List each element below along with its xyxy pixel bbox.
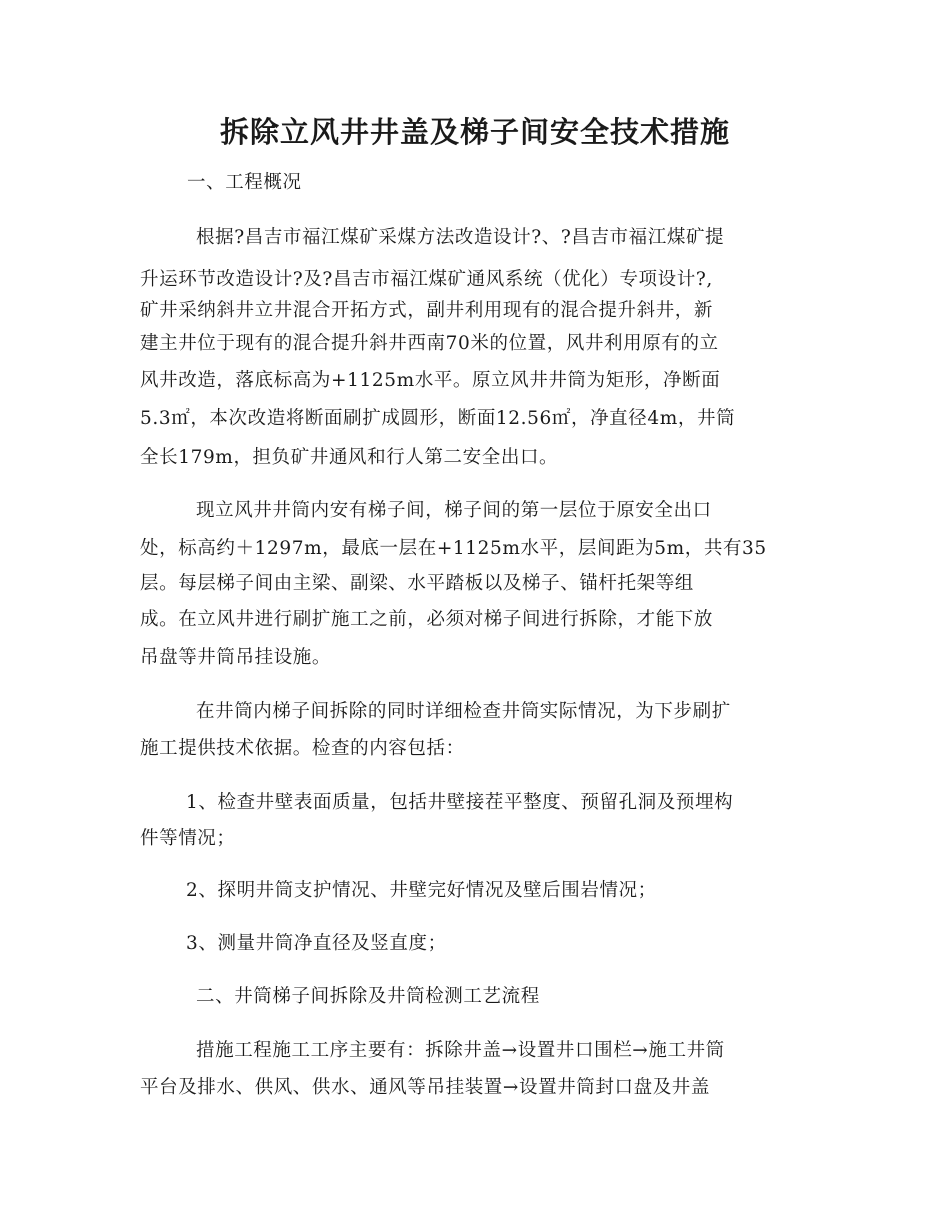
text-line: 建主井位于现有的混合提升斜井西南70米的位置，风井利用原有的立 bbox=[140, 333, 719, 354]
text-line: 升运环节改造设计?及?昌吉市福江煤矿通风系统（优化）专项设计?, bbox=[140, 269, 713, 290]
text-line: 吊盘等井筒吊挂设施。 bbox=[140, 647, 332, 668]
text-line: 5.3㎡，本次改造将断面刷扩成圆形，断面12.56㎡，净直径4m，井筒 bbox=[140, 408, 736, 429]
section-heading-overview: 一、工程概况 bbox=[187, 172, 302, 193]
text-line: 成。在立风井进行刷扩施工之前，必须对梯子间进行拆除，才能下放 bbox=[140, 609, 714, 630]
list-item: 2、探明井筒支护情况、井壁完好情况及壁后围岩情况； bbox=[186, 880, 657, 901]
text-line: 平台及排水、供风、供水、通风等吊挂装置→设置井筒封口盘及井盖 bbox=[140, 1077, 711, 1098]
text-line: 施工提供技术依据。检查的内容包括： bbox=[140, 738, 465, 759]
text-line: 件等情况； bbox=[140, 828, 236, 849]
text-line: 层。每层梯子间由主梁、副梁、水平踏板以及梯子、锚杆托架等组 bbox=[140, 573, 694, 594]
text-line: 风井改造，落底标高为+1125m水平。原立风井井筒为矩形，净断面 bbox=[140, 370, 721, 391]
document-title: 拆除立风井井盖及梯子间安全技术措施 bbox=[219, 115, 730, 149]
text-line: 根据?昌吉市福江煤矿采煤方法改造设计?、?昌吉市福江煤矿提 bbox=[196, 227, 725, 248]
text-line: 措施工程施工工序主要有：拆除井盖→设置井口围栏→施工井筒 bbox=[196, 1040, 725, 1061]
text-line: 现立风井井筒内安有梯子间，梯子间的第一层位于原安全出口 bbox=[196, 500, 712, 521]
section-heading-process: 二、井筒梯子间拆除及井筒检测工艺流程 bbox=[196, 986, 540, 1007]
text-line: 处，标高约＋1297m，最底一层在+1125m水平，层间距为5m，共有35 bbox=[140, 538, 767, 559]
text-line: 在井筒内梯子间拆除的同时详细检查井筒实际情况，为下步刷扩 bbox=[196, 701, 731, 722]
text-line: 矿井采纳斜井立井混合开拓方式，副井利用现有的混合提升斜井，新 bbox=[140, 300, 714, 321]
list-item: 3、测量井筒净直径及竖直度； bbox=[186, 933, 447, 954]
text-line: 全长179m，担负矿井通风和行人第二安全出口。 bbox=[140, 447, 559, 468]
text-line: 1、检查井壁表面质量，包括井壁接茬平整度、预留孔洞及预埋构 bbox=[186, 792, 734, 813]
